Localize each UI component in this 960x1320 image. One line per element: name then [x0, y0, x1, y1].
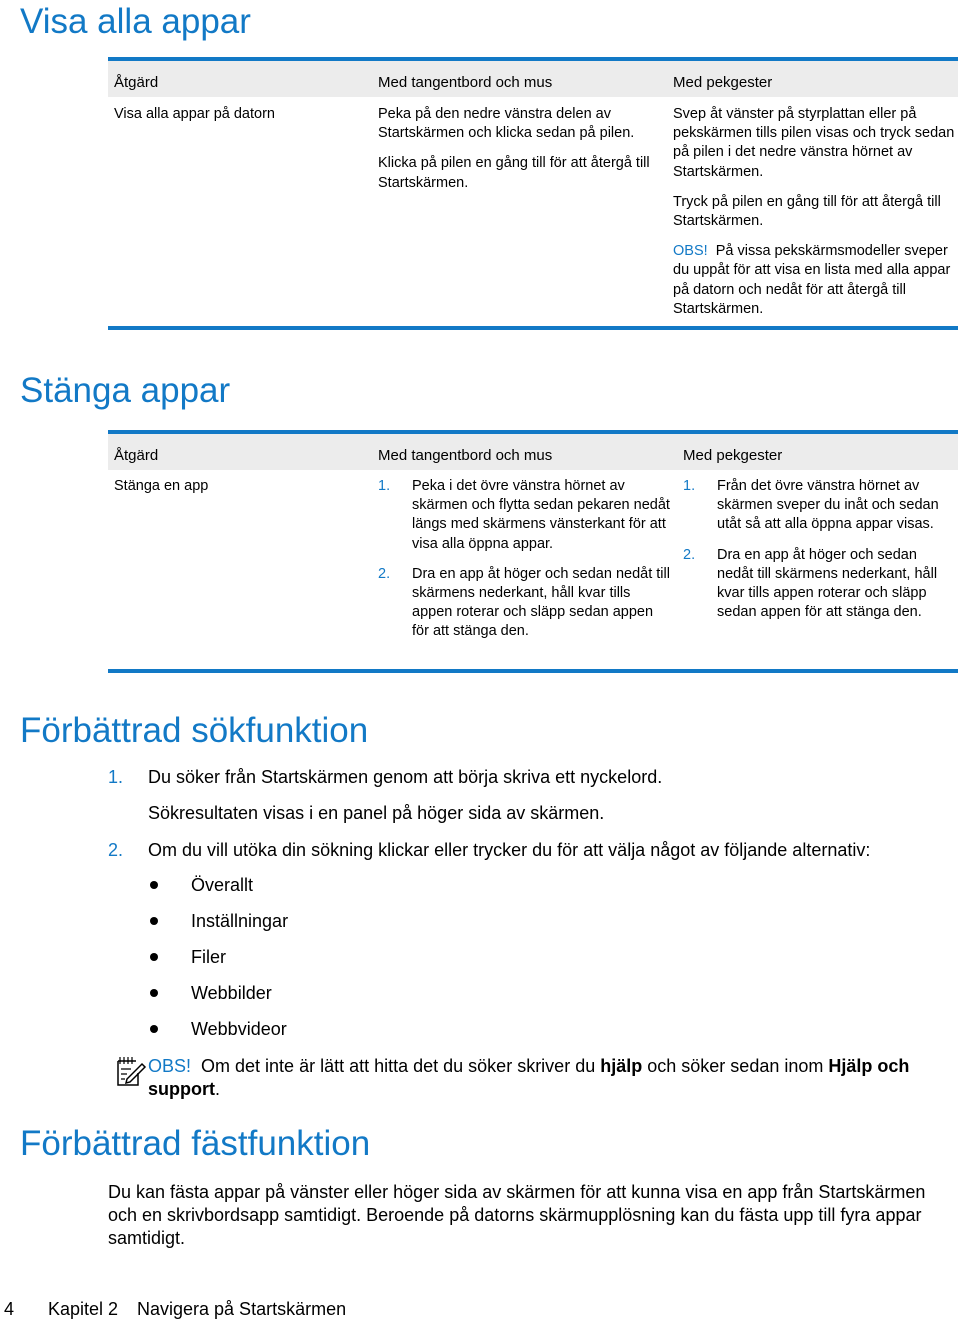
- list-item: [378, 477, 670, 554]
- step-text: Från det övre vänstra hörnet av skärmen sveper du inåt och sedan utåt så att alla öppna appar visas.: [717, 478, 939, 533]
- row-label: Stänga en app: [114, 478, 209, 494]
- step-number: 1.: [108, 767, 124, 787]
- note-pencil-icon: [114, 1055, 148, 1089]
- table-header: [108, 57, 958, 97]
- touch-step: Svep åt vänster på styrplattan eller på pekskärmen tills pilen visas och tryck sedan på pilen i det nedre vänstra hörnet av Startskärmen.: [673, 106, 955, 180]
- step-subtext: Sökresultaten visas i en panel på höger sida av skärmen.: [148, 803, 605, 823]
- note-text: och söker sedan inom: [647, 1056, 824, 1076]
- column-header-keyboard: Med tangentbord och mus: [378, 447, 553, 464]
- options-list: [148, 874, 288, 1054]
- column-header-atgard: Åtgärd: [114, 74, 159, 91]
- option-label: Överallt: [191, 875, 254, 895]
- step-number: 1.: [378, 478, 391, 494]
- list-item: [148, 1018, 288, 1054]
- step-text: Dra en app åt höger och sedan nedåt till skärmens nederkant, håll kvar tills appen roterar och släpp sedan appen för att stänga den.: [717, 546, 938, 621]
- chapter-label: Kapitel 2: [48, 1299, 119, 1319]
- step-number: 2.: [108, 840, 124, 860]
- touch-step: Tryck på pilen en gång till för att återgå till Startskärmen.: [673, 193, 941, 230]
- keyboard-step: Klicka på pilen en gång till för att återgå till Startskärmen.: [378, 155, 650, 191]
- section-title-visa-alla-appar: Visa alla appar: [20, 2, 251, 41]
- list-item: [148, 874, 288, 910]
- step-text: Om du vill utöka din sökning klickar eller trycker du för att välja något av följande alternativ:: [148, 840, 871, 860]
- keyboard-step: Peka på den nedre vänstra delen av Startskärmen och klicka sedan på pilen.: [378, 106, 635, 142]
- list-item: [148, 946, 288, 982]
- step-number: 1.: [683, 478, 696, 494]
- bullet-icon: [150, 881, 158, 889]
- column-header-touch: Med pekgester: [683, 447, 783, 464]
- note: [673, 242, 955, 319]
- page-number: 4: [4, 1299, 15, 1319]
- bullet-icon: [150, 917, 158, 925]
- option-label: Webbilder: [191, 983, 272, 1003]
- column-header-keyboard: Med tangentbord och mus: [378, 74, 553, 91]
- option-label: Filer: [191, 947, 226, 967]
- step-text: Peka i det övre vänstra hörnet av skärmen och flytta sedan pekaren nedåt längs med skärmens vänsterkant för att visa alla öppna appar.: [412, 478, 670, 552]
- section-title-sokfunktion: Förbättrad sökfunktion: [20, 711, 369, 750]
- list-item: [683, 477, 955, 535]
- touch-instructions: [673, 105, 955, 330]
- keyboard-instructions: [378, 105, 653, 204]
- row-label: Visa alla appar på datorn: [114, 106, 275, 122]
- column-header-touch: Med pekgester: [673, 74, 773, 91]
- note-keyword-hjalp-och-support: Hjälp och support: [148, 1056, 910, 1099]
- bullet-icon: [150, 953, 158, 961]
- note: [148, 1055, 953, 1101]
- step-text: Du söker från Startskärmen genom att börja skriva ett nyckelord.: [148, 767, 663, 787]
- list-item: [148, 910, 288, 946]
- step-number: 2.: [378, 565, 391, 582]
- column-header-atgard: Åtgärd: [114, 447, 159, 464]
- list-item: [378, 565, 670, 642]
- table-header: [108, 430, 958, 470]
- table-bottom-rule: [108, 669, 958, 673]
- step-text: Dra en app åt höger och sedan nedåt till skärmens nederkant, håll kvar tills appen roterar och släpp sedan appen för att stänga den.: [412, 565, 670, 640]
- table-bottom-rule: [108, 326, 958, 330]
- step-number: 2.: [683, 546, 696, 563]
- note-text: På vissa pekskärmsmodeller sveper du uppåt för att visa en lista med alla appar på datorn och nedåt för att återgå till Startskärmen.: [673, 243, 951, 317]
- bullet-icon: [150, 1025, 158, 1033]
- list-item: [148, 982, 288, 1018]
- bullet-icon: [150, 989, 158, 997]
- section-title-stanga-appar: Stänga appar: [20, 371, 231, 410]
- option-label: Webbvideor: [191, 1019, 287, 1039]
- option-label: Inställningar: [191, 911, 289, 931]
- note-label: OBS!: [148, 1056, 192, 1076]
- keyboard-instructions: [378, 477, 670, 653]
- paragraph: Du kan fästa appar på vänster eller höger sida av skärmen för att kunna visa en app från Startskärmen och en skrivbordsapp samtidigt. Beroende på datorns skärmupplösning kan du fästa upp till fyra appar samtidigt.: [108, 1182, 926, 1248]
- note-keyword-hjalp: hjälp: [600, 1056, 643, 1076]
- note-text: .: [215, 1079, 221, 1099]
- note-text: Om det inte är lätt att hitta det du söker skriver du: [201, 1056, 596, 1076]
- chapter-title: Navigera på Startskärmen: [137, 1299, 347, 1319]
- touch-instructions: [683, 477, 955, 633]
- section-title-fastfunktion: Förbättrad fästfunktion: [20, 1124, 371, 1163]
- note-label: OBS!: [673, 243, 708, 260]
- list-item: [683, 546, 955, 623]
